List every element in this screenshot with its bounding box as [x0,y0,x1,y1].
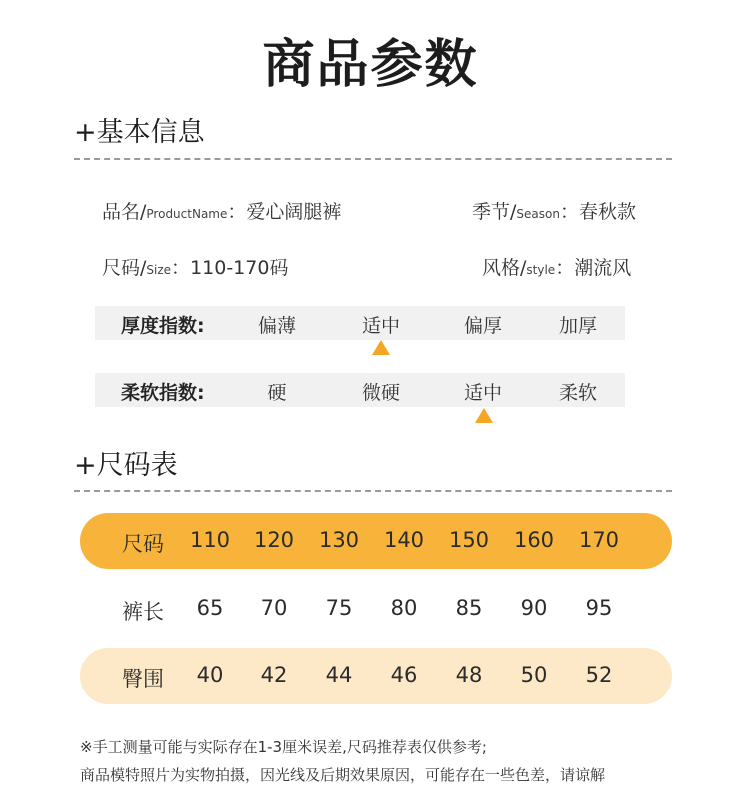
table-cell: 75 [325,596,353,620]
season-label-cn: 季节/ [472,201,517,223]
table-cell: 140 [383,528,425,552]
table-cell: 110 [189,528,231,552]
size-sep: ： [171,257,191,279]
thickness-label: 厚度指数: [121,315,205,337]
season-value: 春秋款 [578,201,636,223]
table-cell: 160 [513,528,555,552]
row-label: 尺码 [122,532,164,556]
table-cell: 95 [585,596,613,620]
season-sep: ： [559,201,579,223]
table-cell: 80 [390,596,418,620]
table-cell: 40 [196,663,224,687]
basic-info-heading: +基本信息 [74,117,205,148]
table-cell: 150 [448,528,490,552]
table-cell: 85 [455,596,483,620]
softness-label: 柔软指数: [121,382,205,404]
table-cell: 130 [318,528,360,552]
table-cell: 90 [520,596,548,620]
table-cell: 65 [196,596,224,620]
table-cell: 120 [253,528,295,552]
table-cell: 50 [520,663,548,687]
softness-marker-icon [475,408,493,423]
product-name-value: 爱心阔腿裤 [246,201,342,223]
style-label-cn: 风格/ [482,257,527,279]
product-name-label-en: ProductName [146,207,228,221]
softness-option: 硬 [267,382,287,404]
style-value: 潮流风 [574,257,632,279]
style-sep: ： [555,257,575,279]
season-label-en: Season [516,207,560,221]
thickness-option: 加厚 [558,315,597,337]
section-divider [74,158,672,160]
measurement-note: ※手工测量可能与实际存在1-3厘米误差,尺码推荐表仅供参考; [80,738,487,756]
softness-option: 适中 [463,382,502,404]
page-title: 商品参数 [262,35,479,95]
size-label-en: Size [146,263,172,277]
product-name-field [102,197,341,224]
size-label-cn: 尺码/ [102,257,147,279]
size-field [102,253,288,280]
style-label-en: style [526,263,556,277]
color-note: 商品模特照片为实物拍摄，因光线及后期效果原因，可能存在一些色差，请谅解 [80,766,606,784]
table-cell: 46 [390,663,418,687]
season-field [472,197,636,224]
table-cell: 44 [325,663,353,687]
softness-option: 柔软 [558,382,597,404]
table-cell: 170 [578,528,620,552]
thickness-option: 偏厚 [463,315,502,337]
row-label: 裤长 [122,600,164,624]
section-divider [74,490,672,492]
table-cell: 48 [455,663,483,687]
size-value: 110-170码 [190,257,289,279]
softness-option: 微硬 [361,382,400,404]
table-cell: 42 [260,663,288,687]
thickness-option: 适中 [361,315,400,337]
product-name-label-cn: 品名/ [102,201,147,223]
product-name-sep: ： [227,201,247,223]
thickness-marker-icon [372,340,390,355]
thickness-option: 偏薄 [257,315,296,337]
size-table-heading: +尺码表 [74,450,178,481]
table-cell: 52 [585,663,613,687]
row-label: 臀围 [122,667,164,691]
table-cell: 70 [260,596,288,620]
style-field [482,253,631,280]
